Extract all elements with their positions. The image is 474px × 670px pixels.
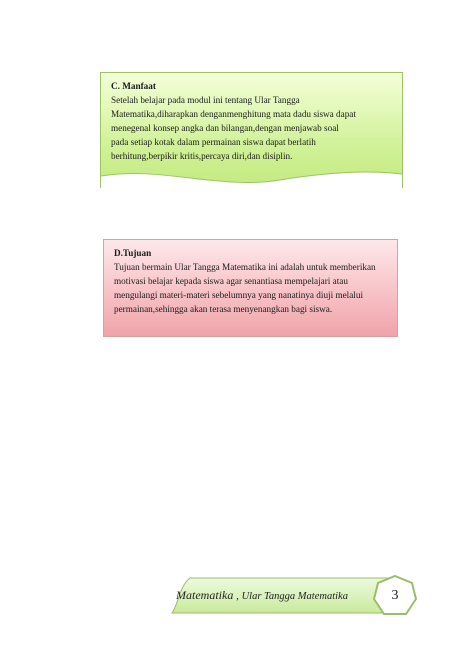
manfaat-wave-decoration [101, 166, 402, 188]
manfaat-section [100, 72, 403, 188]
manfaat-line: pada setiap kotak dalam permainan siswa dapat berlatih [111, 137, 316, 147]
footer-subject: Matematika [176, 588, 234, 602]
footer-separator: , [233, 590, 242, 602]
manfaat-line: berhitung,berpikir kritis,percaya diri,dan disiplin. [111, 151, 293, 161]
manfaat-line: menegenal konsep angka dan bilangan,dengan menjawab soal [111, 123, 339, 133]
tujuan-line: motivasi belajar kepada siswa agar senantiasa mempelajari atau [114, 276, 348, 286]
manfaat-line: Matematika,diharapkan denganmenghitung mata dadu siswa dapat [111, 109, 356, 119]
tujuan-line: Tujuan bermain Ular Tangga Matematika ini adalah untuk memberikan [114, 262, 376, 272]
manfaat-heading: C. Manfaat [111, 81, 156, 91]
page-number-badge [372, 574, 418, 618]
manfaat-line: Setelah belajar pada modul ini tentang Ular Tangga [111, 95, 300, 105]
tujuan-section [103, 239, 398, 337]
tujuan-line: mengulangi materi-materi sebelumnya yang nanatinya diuji melalui [114, 290, 364, 300]
page-number: 3 [391, 588, 399, 603]
tujuan-heading: D.Tujuan [114, 248, 152, 258]
footer-module-title: Ular Tangga Matematika [241, 591, 348, 602]
tujuan-line: permainan,sehingga akan terasa menyenangkan bagi siswa. [114, 304, 333, 314]
footer-title [176, 588, 372, 603]
